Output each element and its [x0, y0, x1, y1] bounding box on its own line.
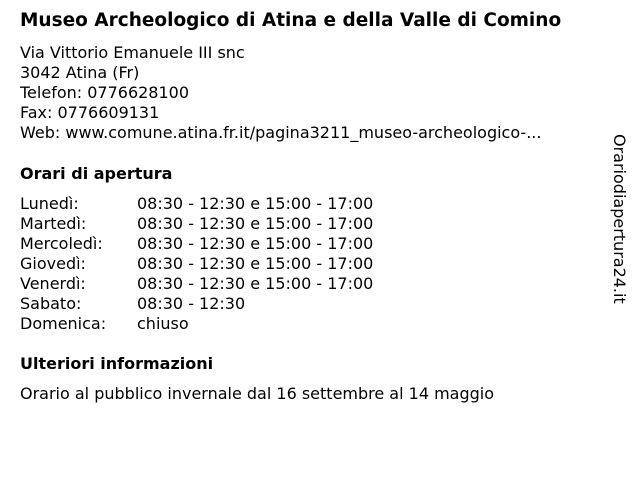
day-label: Sabato:: [20, 294, 82, 313]
hours-row-friday: [20, 274, 373, 294]
day-label: Venerdì:: [20, 274, 86, 293]
day-label: Mercoledì:: [20, 234, 103, 253]
hours-row-wednesday: [20, 234, 373, 254]
opening-hours-heading: Orari di apertura: [20, 164, 173, 183]
fax-number: Fax: 0776609131: [20, 103, 160, 122]
website-link[interactable]: Web: www.comune.atina.fr.it/pagina3211_museo-archeologico-...: [20, 123, 542, 142]
hours-value: 08:30 - 12:30 e 15:00 - 17:00: [137, 254, 374, 273]
day-label: Lunedì:: [20, 194, 79, 213]
page-title: Museo Archeologico di Atina e della Valle di Comino: [20, 10, 562, 31]
city-address: 3042 Atina (Fr): [20, 63, 140, 82]
hours-value: 08:30 - 12:30 e 15:00 - 17:00: [137, 194, 374, 213]
street-address: Via Vittorio Emanuele III snc: [20, 43, 245, 62]
hours-value: 08:30 - 12:30 e 15:00 - 17:00: [137, 274, 374, 293]
hours-value: chiuso: [137, 314, 189, 333]
hours-row-tuesday: [20, 214, 373, 234]
day-label: Domenica:: [20, 314, 107, 333]
site-watermark: Orariodiapertura24.it: [610, 134, 629, 304]
hours-value: 08:30 - 12:30 e 15:00 - 17:00: [137, 214, 374, 233]
hours-row-monday: [20, 194, 373, 214]
phone-number: Telefon: 0776628100: [20, 83, 190, 102]
further-info-heading: Ulteriori informazioni: [20, 354, 214, 373]
day-label: Martedì:: [20, 214, 87, 233]
address-block: [20, 43, 541, 143]
opening-hours-table: [20, 194, 373, 334]
day-label: Giovedì:: [20, 254, 86, 273]
further-info-text: Orario al pubblico invernale dal 16 settembre al 14 maggio: [20, 384, 495, 403]
hours-row-sunday: [20, 314, 373, 334]
hours-value: 08:30 - 12:30: [137, 294, 246, 313]
hours-row-saturday: [20, 294, 373, 314]
hours-value: 08:30 - 12:30 e 15:00 - 17:00: [137, 234, 374, 253]
hours-row-thursday: [20, 254, 373, 274]
